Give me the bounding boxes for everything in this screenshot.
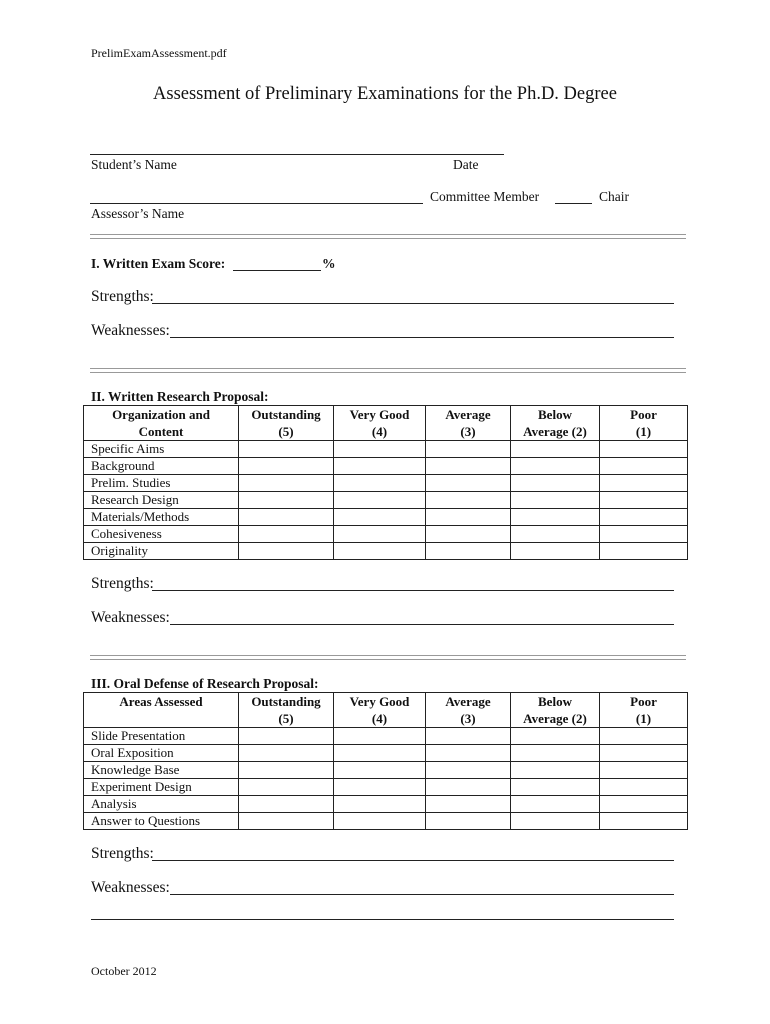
rating-cell[interactable] — [511, 526, 600, 543]
weaknesses-label: Weaknesses: — [91, 879, 170, 896]
written-proposal-table — [83, 405, 688, 560]
rating-cell[interactable] — [511, 796, 600, 813]
rating-cell[interactable] — [511, 458, 600, 475]
table-row — [84, 796, 688, 813]
weaknesses-line[interactable] — [170, 894, 674, 895]
rating-cell[interactable] — [426, 526, 511, 543]
table-row — [84, 509, 688, 526]
table-row — [84, 745, 688, 762]
rating-cell[interactable] — [600, 475, 688, 492]
rating-cell[interactable] — [239, 509, 334, 526]
row-label: Materials/Methods — [84, 509, 239, 526]
strengths-line[interactable] — [152, 303, 674, 304]
rating-cell[interactable] — [600, 543, 688, 560]
rating-cell[interactable] — [334, 813, 426, 830]
footer-date: October 2012 — [91, 964, 157, 978]
page-title: Assessment of Preliminary Examinations for the Ph.D. Degree — [153, 84, 617, 104]
written-exam-score-label: I. Written Exam Score: — [91, 256, 226, 271]
col-header: Poor (1) — [600, 406, 688, 441]
rating-cell[interactable] — [426, 762, 511, 779]
col-header: Areas Assessed — [84, 693, 239, 728]
row-label: Analysis — [84, 796, 239, 813]
table-row — [84, 779, 688, 796]
rating-cell[interactable] — [426, 441, 511, 458]
col-header: Average (3) — [426, 406, 511, 441]
rating-cell[interactable] — [426, 492, 511, 509]
rating-cell[interactable] — [511, 728, 600, 745]
rating-cell[interactable] — [334, 543, 426, 560]
assessor-name-line[interactable] — [90, 203, 423, 204]
rating-cell[interactable] — [426, 728, 511, 745]
table-header-row — [84, 406, 688, 441]
chair-check-line[interactable] — [555, 203, 592, 204]
row-label: Knowledge Base — [84, 762, 239, 779]
rating-cell[interactable] — [600, 526, 688, 543]
assessor-name-label: Assessor’s Name — [91, 206, 185, 221]
weaknesses-line[interactable] — [170, 337, 674, 338]
rating-cell[interactable] — [426, 745, 511, 762]
rating-cell[interactable] — [239, 475, 334, 492]
rating-cell[interactable] — [511, 543, 600, 560]
table-row — [84, 475, 688, 492]
committee-member-label: Committee Member — [430, 189, 540, 204]
rating-cell[interactable] — [600, 492, 688, 509]
student-name-line[interactable] — [90, 154, 504, 155]
row-label: Answer to Questions — [84, 813, 239, 830]
rating-cell[interactable] — [334, 441, 426, 458]
section-divider — [90, 655, 686, 660]
rating-cell[interactable] — [600, 728, 688, 745]
row-label: Oral Exposition — [84, 745, 239, 762]
rating-cell[interactable] — [600, 796, 688, 813]
rating-cell[interactable] — [239, 813, 334, 830]
rating-cell[interactable] — [511, 441, 600, 458]
row-label: Cohesiveness — [84, 526, 239, 543]
rating-cell[interactable] — [511, 779, 600, 796]
file-name: PrelimExamAssessment.pdf — [91, 46, 227, 60]
strengths-label: Strengths: — [91, 575, 154, 592]
rating-cell[interactable] — [239, 728, 334, 745]
rating-cell[interactable] — [334, 509, 426, 526]
table-row — [84, 543, 688, 560]
written-research-proposal-title: II. Written Research Proposal: — [91, 389, 269, 404]
col-header: Organization and Content — [84, 406, 239, 441]
strengths-label: Strengths: — [91, 288, 154, 305]
rating-cell[interactable] — [239, 762, 334, 779]
col-header: Below Average (2) — [511, 406, 600, 441]
col-header: Average (3) — [426, 693, 511, 728]
row-label: Background — [84, 458, 239, 475]
col-header: Outstanding (5) — [239, 693, 334, 728]
table-row — [84, 458, 688, 475]
rating-cell[interactable] — [334, 475, 426, 492]
table-row — [84, 813, 688, 830]
table-row — [84, 492, 688, 509]
oral-defense-title: III. Oral Defense of Research Proposal: — [91, 676, 319, 691]
chair-label: Chair — [599, 189, 629, 204]
rating-cell[interactable] — [426, 779, 511, 796]
weaknesses-line[interactable] — [170, 624, 674, 625]
weaknesses-label: Weaknesses: — [91, 322, 170, 339]
rating-cell[interactable] — [600, 458, 688, 475]
student-name-label: Student’s Name — [91, 157, 177, 172]
rating-cell[interactable] — [239, 745, 334, 762]
written-exam-score-line[interactable] — [233, 270, 321, 271]
rating-cell[interactable] — [334, 728, 426, 745]
strengths-label: Strengths: — [91, 845, 154, 862]
table-row — [84, 728, 688, 745]
weaknesses-label: Weaknesses: — [91, 609, 170, 626]
rating-cell[interactable] — [511, 475, 600, 492]
rating-cell[interactable] — [334, 796, 426, 813]
rating-cell[interactable] — [600, 509, 688, 526]
strengths-line[interactable] — [152, 590, 674, 591]
rating-cell[interactable] — [239, 796, 334, 813]
rating-cell[interactable] — [511, 492, 600, 509]
rating-cell[interactable] — [239, 458, 334, 475]
section-divider — [90, 234, 686, 239]
rating-cell[interactable] — [600, 441, 688, 458]
row-label: Prelim. Studies — [84, 475, 239, 492]
rating-cell[interactable] — [426, 813, 511, 830]
rating-cell[interactable] — [239, 779, 334, 796]
col-header: Very Good (4) — [334, 406, 426, 441]
row-label: Specific Aims — [84, 441, 239, 458]
rating-cell[interactable] — [239, 526, 334, 543]
col-header: Very Good (4) — [334, 693, 426, 728]
row-label: Slide Presentation — [84, 728, 239, 745]
rating-cell[interactable] — [511, 813, 600, 830]
rating-cell[interactable] — [511, 509, 600, 526]
rating-cell[interactable] — [239, 492, 334, 509]
rating-cell[interactable] — [600, 762, 688, 779]
table-header-row — [84, 693, 688, 728]
rating-cell[interactable] — [600, 779, 688, 796]
row-label: Research Design — [84, 492, 239, 509]
rating-cell[interactable] — [426, 543, 511, 560]
date-label: Date — [453, 157, 479, 172]
rating-cell[interactable] — [426, 509, 511, 526]
table-row — [84, 526, 688, 543]
rating-cell[interactable] — [239, 441, 334, 458]
col-header: Below Average (2) — [511, 693, 600, 728]
percent-sign: % — [322, 256, 336, 271]
rating-cell[interactable] — [334, 779, 426, 796]
rating-cell[interactable] — [334, 526, 426, 543]
extra-notes-line[interactable] — [91, 919, 674, 920]
rating-cell[interactable] — [511, 745, 600, 762]
oral-defense-table — [83, 692, 688, 830]
row-label: Experiment Design — [84, 779, 239, 796]
rating-cell[interactable] — [334, 762, 426, 779]
col-header: Poor (1) — [600, 693, 688, 728]
table-row — [84, 441, 688, 458]
rating-cell[interactable] — [334, 492, 426, 509]
strengths-line[interactable] — [152, 860, 674, 861]
rating-cell[interactable] — [426, 475, 511, 492]
table-row — [84, 762, 688, 779]
col-header: Outstanding (5) — [239, 406, 334, 441]
rating-cell[interactable] — [600, 745, 688, 762]
section-divider — [90, 368, 686, 373]
rating-cell[interactable] — [334, 458, 426, 475]
rating-cell[interactable] — [600, 813, 688, 830]
rating-cell[interactable] — [426, 796, 511, 813]
rating-cell[interactable] — [426, 458, 511, 475]
row-label: Originality — [84, 543, 239, 560]
rating-cell[interactable] — [511, 762, 600, 779]
rating-cell[interactable] — [334, 745, 426, 762]
rating-cell[interactable] — [239, 543, 334, 560]
